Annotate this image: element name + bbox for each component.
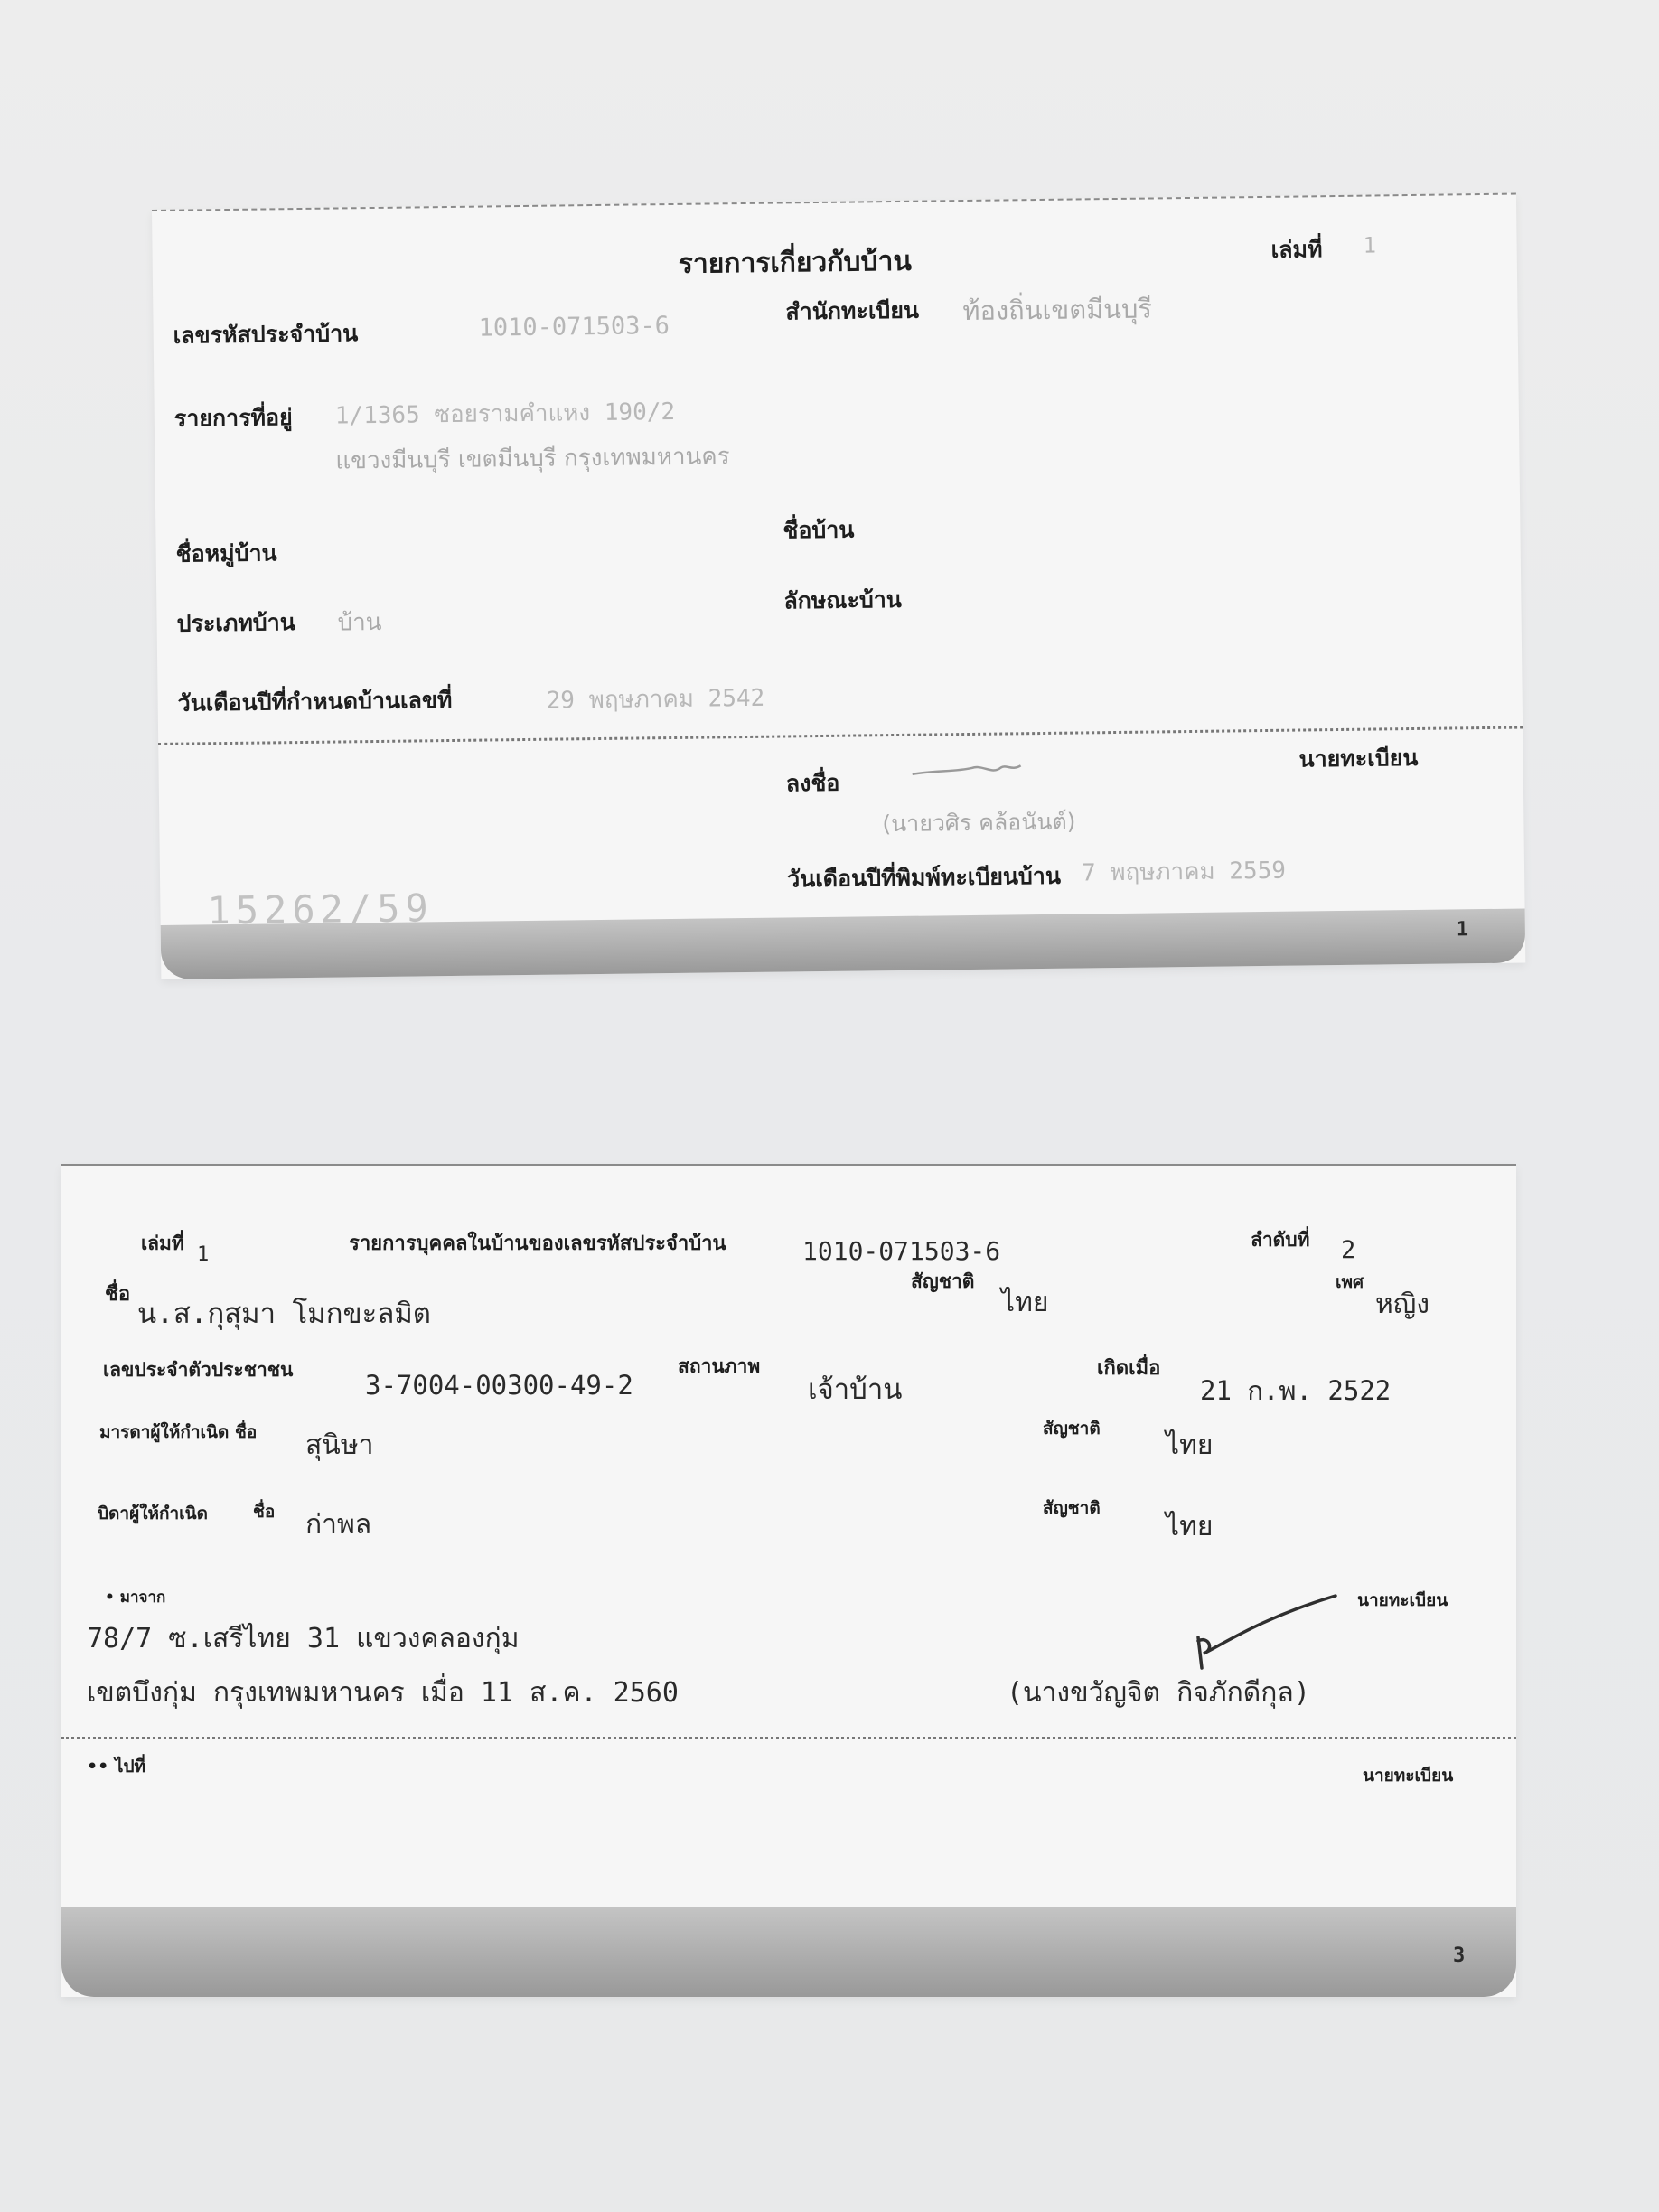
status-label: สถานภาพ — [678, 1355, 761, 1377]
from-line2: เขตบึงกุ่ม กรุงเทพมหานคร เมื่อ 11 ส.ค. 2560 — [87, 1677, 679, 1709]
mother-nat-value: ไทย — [1166, 1429, 1214, 1461]
father-nat-label: สัญชาติ — [1043, 1498, 1101, 1518]
card1-title: รายการเกี่ยวกับบ้าน — [678, 245, 913, 280]
sign-label: ลงชื่อ — [785, 769, 840, 797]
signature-icon — [908, 747, 1026, 785]
person-details-card — [61, 1164, 1516, 1997]
seq-label: ลำดับที่ — [1251, 1229, 1310, 1251]
father-value: ก่าพล — [305, 1509, 372, 1541]
father-nat-value: ไทย — [1166, 1511, 1214, 1542]
card1-book-value: 1 — [1363, 232, 1377, 258]
card1-registrar-label: นายทะเบียน — [1298, 744, 1419, 773]
name-value: น.ส.กุสุมา โมกขะลมิต — [137, 1298, 431, 1330]
card2-page-number: 3 — [1453, 1945, 1466, 1967]
address-label: รายการที่อยู่ — [173, 404, 293, 432]
assigned-date-value: 29 พฤษภาคม 2542 — [546, 684, 765, 715]
mother-nat-label: สัญชาติ — [1043, 1419, 1101, 1439]
card2-book-value: 1 — [197, 1243, 210, 1266]
mother-value: สุนิษา — [305, 1429, 374, 1461]
card2-house-code: 1010-071503-6 — [802, 1236, 1001, 1266]
born-value: 21 ก.พ. 2522 — [1200, 1375, 1392, 1406]
id-value: 3-7004-00300-49-2 — [365, 1370, 633, 1401]
mother-label: มารดาผู้ให้กำเนิด ชื่อ — [99, 1422, 258, 1442]
card2-header-label: รายการบุคคลในบ้านของเลขรหัสประจำบ้าน — [349, 1233, 726, 1255]
to-registrar-label: นายทะเบียน — [1363, 1766, 1454, 1786]
office-label: สำนักทะเบียน — [785, 296, 920, 325]
name-label: ชื่อ — [105, 1283, 131, 1306]
status-value: เจ้าบ้าน — [808, 1373, 903, 1406]
house-code-value: 1010-071503-6 — [478, 312, 670, 342]
house-type-value: บ้าน — [337, 608, 382, 637]
house-details-card — [152, 193, 1525, 979]
father-name-label: ชื่อ — [253, 1502, 276, 1522]
id-label: เลขประจำตัวประชาชน — [103, 1359, 294, 1381]
sex-label: เพศ — [1336, 1272, 1364, 1292]
card2-registrar-label: นายทะเบียน — [1357, 1590, 1448, 1610]
sex-value: หญิง — [1375, 1289, 1429, 1320]
card1-registrar-name: (นายวศิร คล้อนันต์) — [882, 808, 1076, 838]
to-label: •• ไปที่ — [87, 1757, 146, 1776]
nationality-label: สัญชาติ — [911, 1270, 975, 1292]
nationality-value: ไทย — [1001, 1287, 1049, 1318]
address-line2: แขวงมีนบุรี เขตมีนบุรี กรุงเทพมหานคร — [335, 443, 730, 475]
father-label: บิดาผู้ให้กำเนิด — [98, 1504, 208, 1523]
house-char-label: ลักษณะบ้าน — [783, 586, 903, 614]
registrar-signature-icon — [1182, 1590, 1345, 1681]
stamp-number: 15262/59 — [207, 886, 435, 933]
card2-registrar-name: (นางขวัญจิต กิจภักดีกุล) — [1007, 1677, 1310, 1709]
assigned-date-label: วันเดือนปีที่กำหนดบ้านเลขที่ — [177, 686, 453, 717]
house-name-label: ชื่อบ้าน — [783, 516, 855, 544]
village-label: ชื่อหมู่บ้าน — [175, 539, 277, 567]
seq-value: 2 — [1341, 1236, 1356, 1264]
card1-book-label: เล่มที่ — [1270, 236, 1323, 263]
born-label: เกิดเมื่อ — [1097, 1357, 1161, 1380]
address-line1: 1/1365 ซอยรามคำแหง 190/2 — [334, 398, 676, 430]
office-value: ท้องถิ่นเขตมีนบุรี — [962, 293, 1153, 327]
house-code-label: เลขรหัสประจำบ้าน — [173, 320, 359, 349]
card2-footer-bar — [61, 1907, 1516, 1997]
house-type-label: ประเภทบ้าน — [176, 609, 296, 637]
card2-book-label: เล่มที่ — [141, 1233, 184, 1254]
print-date-label: วันเดือนปีที่พิมพ์ทะเบียนบ้าน — [786, 862, 1062, 893]
from-line1: 78/7 ซ.เสรีไทย 31 แขวงคลองกุ่ม — [87, 1623, 520, 1654]
print-date-value: 7 พฤษภาคม 2559 — [1081, 857, 1287, 887]
from-label: • มาจาก — [105, 1589, 166, 1607]
card2-divider — [61, 1737, 1516, 1739]
card1-page-number: 1 — [1456, 918, 1469, 942]
